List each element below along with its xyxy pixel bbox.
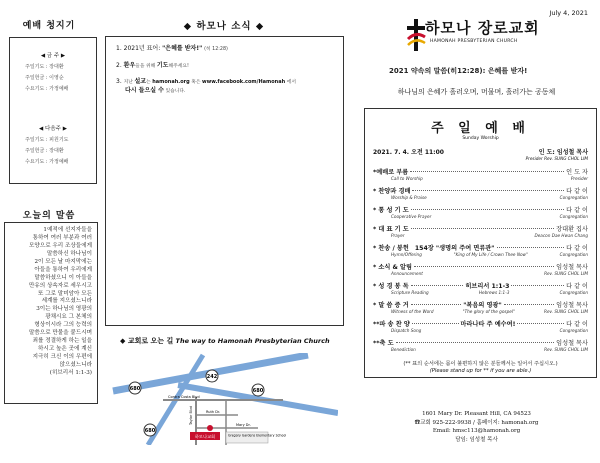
worship-item-name-en: Scripture Reading	[391, 290, 429, 295]
worship-item-leader: 다 같 이	[566, 207, 588, 214]
worship-item	[373, 300, 588, 319]
standing-note	[373, 361, 588, 376]
worship-item-leader-en: Congregation	[559, 195, 588, 200]
worship-item-name-en: Cooperative Prayer	[391, 214, 432, 219]
worship-item-leader-en: Congregation	[559, 252, 588, 257]
worship-item-name-en: Announcement	[391, 271, 423, 276]
worship-item-name: * 말 씀 증 거	[373, 302, 409, 309]
news-sermon-particle: 는	[146, 80, 153, 86]
worship-item-name-en: Worship & Praise	[391, 195, 427, 200]
right-column	[353, 0, 600, 463]
news-prayer-sick: 환우	[123, 61, 136, 69]
news-sermon-facebook-link[interactable]: www.facebook.com/Hamonah	[202, 79, 286, 86]
worship-item-name: **파 송 찬 양	[373, 321, 410, 328]
news-box	[105, 36, 344, 326]
worship-item-leader: 임성철 목사	[556, 302, 588, 309]
worship-title: 주 일 예 배	[431, 121, 530, 136]
news-prayer-word: 기도	[156, 61, 169, 69]
church-logo	[405, 17, 555, 55]
worship-item-detail: "복음의 영광"	[463, 302, 502, 309]
worship-item-name: * 소식 & 알림	[373, 264, 413, 271]
worship-item	[373, 338, 588, 357]
worship-item-name: * 성 경 봉 독	[373, 283, 409, 290]
this-week-wednesday: 수요기도 : 가정예배	[25, 86, 69, 92]
worship-item-name: * 대 표 기 도	[373, 226, 409, 233]
worship-item	[373, 281, 588, 300]
school-label: Gregory Gardens Elementary School	[228, 433, 287, 438]
worship-items	[373, 167, 588, 357]
senior-pastor: 담임: 임성철 목사	[455, 436, 498, 443]
news-motto-ref: (히 12:28)	[204, 47, 228, 52]
worship-item-detail-en: "The glory of the gospel"	[462, 309, 515, 314]
map-title-ko: ◆ 교회로 오는 길	[120, 337, 174, 345]
usher-section-title: 예배 청지기	[22, 21, 76, 31]
worship-item-leader-en: Presider	[570, 176, 588, 181]
news-sermon-site-link[interactable]: hamonah.org	[152, 79, 190, 86]
worship-item-detail-en: "King of My Life / Crown Thee Now"	[453, 252, 528, 257]
hwy-680-label: 680	[129, 386, 141, 392]
worship-item-leader: 장대환 집사	[556, 226, 588, 233]
worship-item-leader: 다 같 이	[566, 283, 589, 290]
news-sermon-can: 있습니다.	[163, 89, 186, 95]
directions-map	[108, 353, 338, 445]
logo-text-ko: 하모나 장로교회	[425, 19, 540, 37]
verse-box	[4, 222, 98, 404]
worship-item-name-en: Dispatch Song	[391, 328, 422, 333]
road-mary-label: Mary Dr.	[236, 423, 251, 427]
worship-item-leader-en: Rev. SUNG CHOL LIM	[544, 309, 588, 314]
worship-item-name: * 찬양과 경배	[373, 188, 411, 195]
worship-item-name: **축 도	[373, 340, 394, 347]
bulletin-date: July 4, 2021	[549, 9, 588, 17]
worship-item-detail: 히브리서 1:1-3	[465, 283, 510, 290]
worship-item	[373, 224, 588, 243]
news-prayer-please: 해주세요!	[168, 63, 189, 69]
road-ruth-label: Ruth Dr.	[206, 410, 221, 414]
news-sermon-at: 에서	[285, 80, 296, 86]
worship-item-leader-en: Rev. SUNG CHOL LIM	[544, 271, 588, 276]
worship-item-leader: 임성철 목사	[556, 340, 588, 347]
church-address: 1601 Mary Dr. Pleasant Hill, CA 94523	[422, 411, 531, 417]
news-motto-text: "은혜를 받자!"	[162, 45, 203, 52]
worship-item	[373, 167, 588, 186]
worship-item-name-en: Benediction	[391, 347, 416, 352]
usher-box	[9, 37, 97, 184]
worship-item-leader: 다 같 이	[566, 245, 588, 252]
worship-item	[373, 205, 588, 224]
news-sermon-relisten: 다시 들으실 수	[125, 87, 164, 95]
worship-order-box	[364, 108, 597, 378]
worship-item	[373, 186, 588, 205]
next-week-heading: ◀ 다음주 ▶	[39, 126, 67, 132]
next-week-offering: 주일헌금 : 장대환	[25, 148, 64, 154]
worship-item-leader-en: Congregation	[559, 214, 588, 219]
news-sermon-last: 지난	[123, 80, 135, 86]
worship-item-leader: 임성철 목사	[556, 264, 588, 271]
verse-text: 1예적에 선지자들을 통하여 여러 부분과 여러 모양으로 우리 조상들에게 말씀하신 하나님이 2이 모든 날 마지막에는 아들을 통하여 우리에게 말씀하셨으니 이 아들을 만유의 상속자로 세우시고 또 그로 말미암아 모든 세계를 지으셨느니라 3이는 하나님의 영광의 광채시요 그 본체의 형상이시라 그의 능력의 말씀으로 만물을 붙드시며 죄를 정결하게 하는 일을 하시고 높은 곳에 계신 지극히 크신 이의 우편에 앉으셨느니라 (히브리서 1:1-3)	[29, 227, 92, 376]
worship-item-name-en: Call to Worship	[391, 176, 423, 181]
worship-item	[373, 262, 588, 281]
church-label: 하모나교회	[194, 434, 216, 439]
worship-item-leader: 인 도 자	[566, 169, 588, 176]
hwy-680-label-east: 680	[252, 388, 264, 394]
road-taylor-label: Taylor Blvd	[189, 405, 193, 425]
church-phone-site: ☎교회 925-222-9938 / 홈페이지: hamonah.org	[414, 419, 539, 426]
worship-subtitle: Sunday Worship	[462, 136, 499, 141]
logo-text-en: HAMONAH PRESBYTERIAN CHURCH	[430, 39, 518, 44]
road-contra-costa-label: Contra Costa Blvd	[168, 395, 200, 399]
cross-logo-icon	[405, 17, 427, 53]
church-email: Email: hmsc113@hamonah.org	[432, 428, 521, 435]
worship-item-name: * 통 성 기 도	[373, 207, 409, 214]
worship-presider-en: Presider Rev. SUNG CHOL LIM	[525, 156, 588, 161]
verse-section-title: 오늘의 말씀	[22, 211, 76, 221]
worship-item-detail: 마라나타 주 예수여!	[460, 321, 516, 328]
hwy-242-label: 242	[206, 374, 218, 380]
this-week-offering: 주일헌금 : 이영순	[25, 75, 64, 81]
map-title-en: The way to Hamonah Presbyterian Church	[175, 337, 330, 345]
next-week-wednesday: 수요기도 : 가정예배	[25, 159, 69, 165]
news-item-prayer	[116, 62, 333, 71]
hwy-680-label-south: 680	[144, 428, 156, 434]
worship-date-time: 2021. 7. 4. 오전 11:00	[373, 149, 444, 156]
news-item-number: 2.	[116, 61, 122, 69]
worship-item-leader: 다 같 이	[566, 188, 588, 195]
worship-item-detail: 154장 "생명의 주여 면류관"	[414, 245, 495, 252]
news-sermon-word: 설교	[134, 78, 147, 86]
this-week-heading: ◀ 금 주 ▶	[40, 53, 66, 59]
worship-item	[373, 243, 588, 262]
news-item-number: 1.	[116, 45, 122, 52]
map-title	[120, 336, 330, 346]
worship-item	[373, 319, 588, 338]
worship-header	[373, 147, 588, 156]
next-week-prayer: 주일기도 : 피원기도	[25, 137, 69, 143]
worship-item-leader: 다 같 이	[566, 321, 589, 328]
this-week-prayer: 주일기도 : 장대환	[25, 64, 64, 70]
tagline: 하나님의 은혜가 흘러오며, 머물며, 흘러가는 공동체	[397, 88, 556, 96]
news-item-sermon	[116, 78, 333, 95]
news-prayer-for: 들을 위해	[135, 63, 157, 69]
standing-note-en: (Please stand up for ** if you are able.)	[429, 368, 532, 375]
middle-column	[100, 0, 348, 463]
news-sermon-or: 혹은	[189, 80, 202, 86]
news-item-motto	[116, 45, 333, 54]
standing-note-ko: (** 표의 순서에는 몸이 불편하지 않은 분들께서는 일어서 주십시오.)	[403, 361, 558, 367]
worship-item-leader-en: Deacon Dae Hwan Chang	[534, 233, 588, 238]
worship-item-detail-en: Hebrews 1:1-3	[478, 290, 510, 295]
worship-item-name-en: Witness of the Word	[391, 309, 434, 314]
worship-item-name: * 찬송 / 봉헌	[373, 245, 409, 252]
worship-item-leader-en: Congregation	[559, 290, 588, 295]
worship-item-name-en: Prayer	[391, 233, 405, 238]
news-motto-label: 2021년 표어:	[123, 45, 163, 52]
left-column	[0, 0, 98, 463]
worship-presider: 인 도: 임성철 목사	[538, 149, 588, 156]
worship-item-leader-en: Rev. SUNG CHOL LIM	[544, 347, 588, 352]
news-item-number: 3.	[116, 78, 122, 86]
news-title: ◆ 하모나 소식 ◆	[183, 21, 265, 32]
worship-item-leader-en: Congregation	[559, 328, 588, 333]
worship-item-name-en: Hymn/Offering	[391, 252, 422, 257]
worship-item-name: *예배로 부름	[373, 169, 409, 176]
contact-info	[353, 410, 600, 444]
church-marker-icon	[207, 425, 213, 431]
motto: 2021 약속의 말씀(히12:28): 은혜를 받자!	[389, 67, 528, 75]
